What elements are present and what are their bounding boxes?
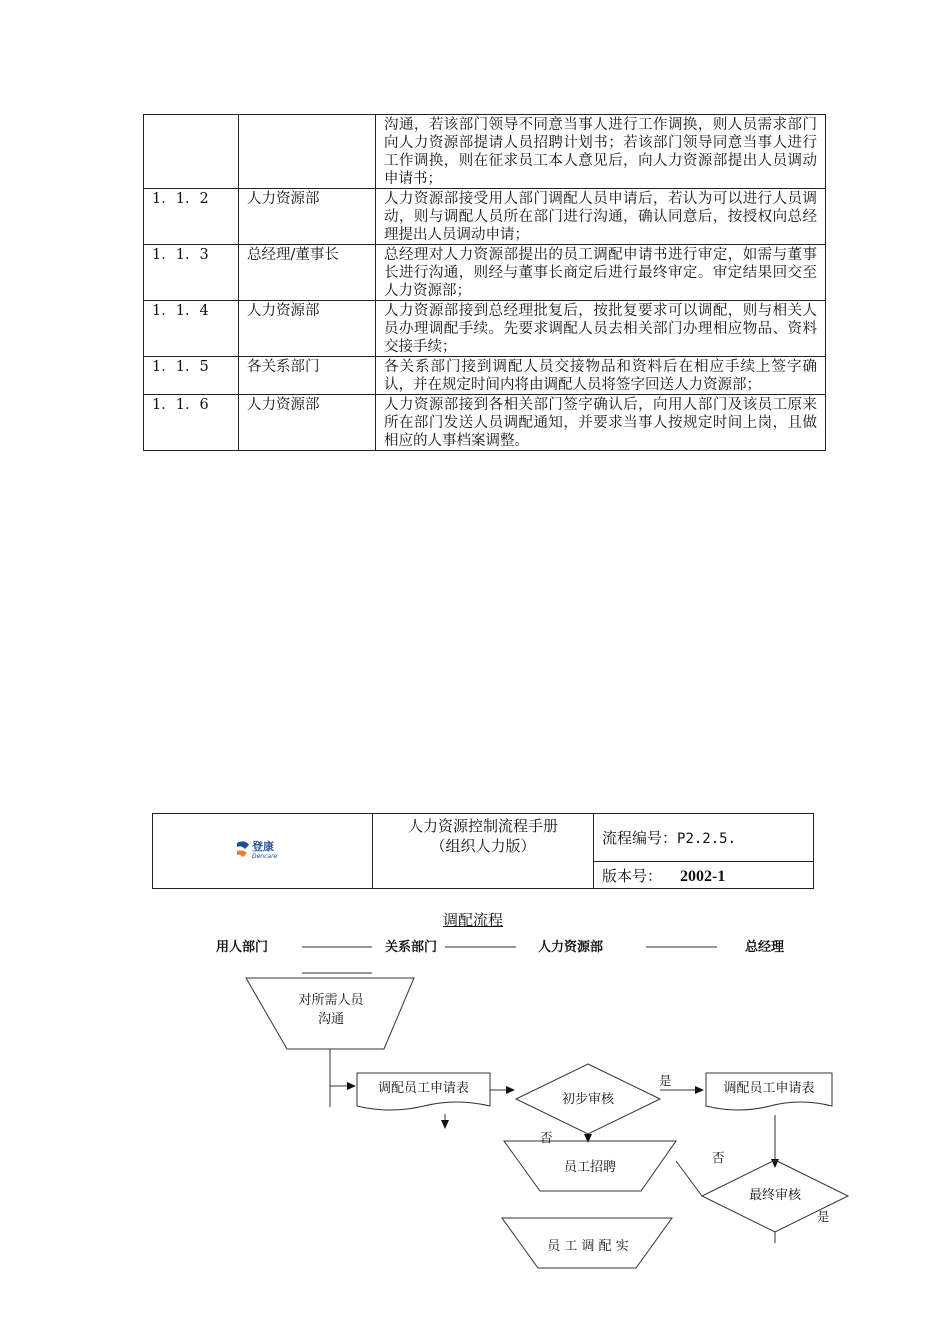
lane-hr-dept: 人力资源部 (538, 939, 604, 954)
no-label: 否 (712, 1150, 725, 1165)
step-number: 1．1．5 (144, 357, 239, 395)
step-number: 1．1．4 (144, 301, 239, 357)
no-label: 否 (540, 1130, 553, 1145)
yes-label: 是 (659, 1073, 672, 1088)
lane-related-dept: 关系部门 (385, 939, 438, 954)
flow-title: 调配流程 (443, 911, 504, 929)
process-code-value: P2.2.5. (677, 831, 737, 847)
svg-text:登康: 登康 (251, 840, 274, 853)
step-description: 人力资源部接受用人部门调配人员申请后，若认为可以进行人员调动，则与调配人员所在部门进行沟通，确认同意后，按授权向总经理提出人员调动申请； (376, 189, 826, 245)
form1-node-label: 调配员工申请表 (377, 1081, 469, 1096)
communicate-node-label: 对所需人员沟通 (298, 993, 364, 1027)
step-department: 总经理/董事长 (239, 245, 376, 301)
step-description: 沟通，若该部门领导不同意当事人进行工作调换，则人员需求部门向人力资源部提请人员招聘计划书；若该部门领导同意当事人进行工作调换，则在征求员工本人意见后，向人力资源部提出人员调动申请书； (376, 115, 826, 189)
step-number: 1．1．6 (144, 395, 239, 451)
step-description: 总经理对人力资源部提出的员工调配申请书进行审定，如需与董事长进行沟通，则经与董事长商定后进行最终审定。审定结果回交至人力资源部； (376, 245, 826, 301)
manual-title: 人力资源控制流程手册 (407, 817, 558, 835)
step-department: 人力资源部 (239, 189, 376, 245)
form2-node-label: 调配员工申请表 (723, 1081, 815, 1096)
version-value: 2002-1 (680, 867, 726, 885)
yes-label: 是 (817, 1209, 830, 1224)
step-description: 各关系部门接到调配人员交接物品和资料后在相应手续上签字确认，并在规定时间内将由调配人员将签字回送人力资源部； (376, 357, 826, 395)
recruit-node-label: 员工招聘 (563, 1160, 616, 1175)
review1-node-label: 初步审核 (561, 1092, 614, 1107)
version-label: 版本号： (602, 866, 663, 885)
step-department: 各关系部门 (239, 357, 376, 395)
step-department: 人力资源部 (239, 395, 376, 451)
final-review-node-label: 最终审核 (748, 1188, 801, 1203)
manual-subtitle: （组织人力版） (430, 837, 536, 855)
step-number: 1．1．2 (144, 189, 239, 245)
step-description: 人力资源部接到各相关部门签字确认后，向用人部门及该员工原来所在部门发送人员调配通知，并要求当事人按规定时间上岗，且做相应的人事档案调整。 (376, 395, 826, 451)
svg-text:Dencare: Dencare (251, 853, 277, 860)
lane-general-manager: 总经理 (745, 939, 785, 954)
process-code-label: 流程编号： (602, 829, 678, 847)
implement-node-label: 员 工 调 配 实 (547, 1239, 629, 1254)
step-department: 人力资源部 (239, 301, 376, 357)
step-description: 人力资源部接到总经理批复后，按批复要求可以调配，则与相关人员办理调配手续。先要求调配人员去相关部门办理相应物品、资料交接手续； (376, 301, 826, 357)
connector-line (676, 1161, 702, 1196)
step-number: 1．1．3 (144, 245, 239, 301)
lane-user-dept: 用人部门 (216, 939, 269, 954)
